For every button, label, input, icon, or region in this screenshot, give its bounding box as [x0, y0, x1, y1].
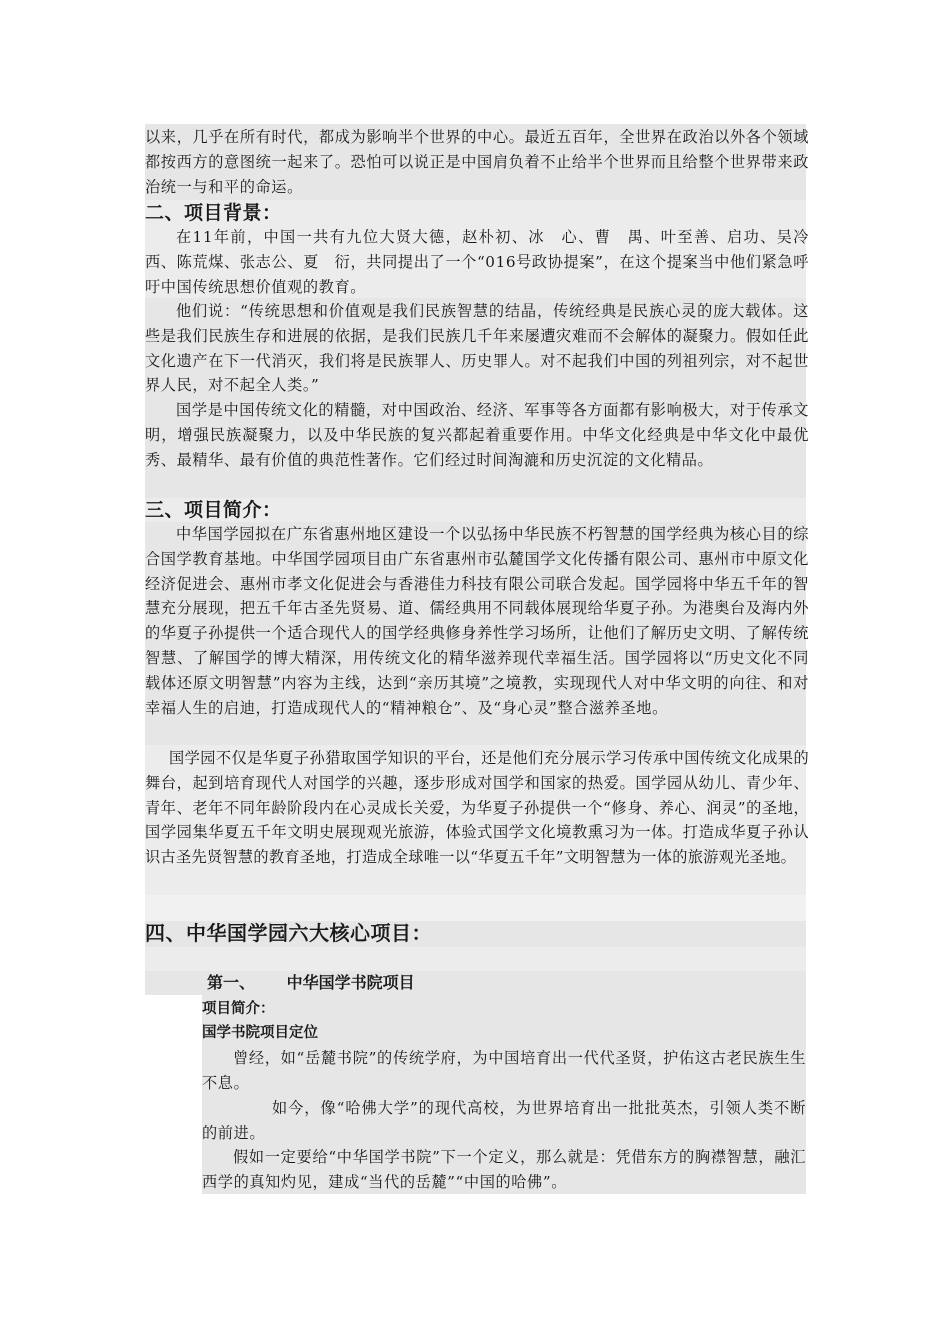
section-heading-introduction: 三、项目简介： [145, 499, 282, 521]
subheading-positioning: 国学书院项目定位 [202, 1025, 318, 1041]
academy-paragraph-1: 曾经，如“岳麓书院”的传统学府，为中国培育出一代代圣贤，护佑这古老民族生生不息。 [202, 1049, 806, 1092]
item-heading [207, 972, 415, 994]
item-number: 第一、 [207, 973, 256, 992]
introduction-paragraph-2: 国学园不仅是华夏子孙猎取国学知识的平台，还是他们充分展示学习传承中国传统文化成果的舞台，起到培育现代人对国学的兴趣，逐步形成对国学和国家的热爱。国学园从幼儿、青少年、青年、老年不同年龄阶段内在心灵成长关爱，为华夏子孙提供一个“修身、养心、润灵”的圣地，国学园集华夏五千年文明史展现观光旅游，体验式国学文化境教熏习为一体。打造成华夏子孙认识古圣先贤智慧的教育圣地，打造成全球唯一以“华夏五千年”文明智慧为一体的旅游观光圣地。 [145, 749, 809, 867]
highlight-band [145, 895, 806, 921]
academy-paragraph-3: 假如一定要给“中华国学书院”下一个定义，那么就是：凭借东方的胸襟智慧，融汇西学的真知灼见，建成“当代的岳麓”“中国的哈佛”。 [202, 1148, 806, 1191]
item-title: 中华国学书院项目 [286, 973, 415, 992]
intro-paragraph: 以来，几乎在所有时代，都成为影响半个世界的中心。最近五百年，全世界在政治以外各个领域都按西方的意图统一起来了。恐怕可以说正是中国肩负着不止给半个世界而且给整个世界带来政治统一与和平的命运。 [145, 128, 809, 196]
introduction-paragraph-1: 中华国学园拟在广东省惠州地区建设一个以弘扬中华民族不朽智慧的国学经典为核心目的综合国学教育基地。中华国学园项目由广东省惠州市弘麓国学文化传播有限公司、惠州市中原文化经济促进会、惠州市孝文化促进会与香港佳力科技有限公司联合发起。国学园将中华五千年的智慧充分展现，把五千年古圣先贤易、道、儒经典用不同载体展现给华夏子孙。为港奥台及海内外的华夏子孙提供一个适合现代人的国学经典修身养性学习场所，让他们了解历史文明、了解传统智慧、了解国学的博大精深，用传统文化的精华滋养现代幸福生活。国学园将以“历史文化不同载体还原文明智慧”内容为主线，达到“亲历其境”之境教，实现现代人对中华文明的向往、和对幸福人生的启迪，打造成现代人的“精神粮仓”、及“身心灵”整合滋养圣地。 [145, 525, 809, 717]
background-paragraph-2: 他们说：“传统思想和价值观是我们民族智慧的结晶，传统经典是民族心灵的庞大载体。这些是我们民族生存和进展的依据，是我们民族几千年来屡遭灾难而不会解体的凝聚力。假如任此文化遗产在下一代消灭，我们将是民族罪人、历史罪人。对不起我们中国的列祖列宗，对不起世界人民，对不起全人类。” [145, 302, 809, 395]
subheading-overview: 项目简介： [202, 1001, 275, 1017]
background-paragraph-3: 国学是中国传统文化的精髓，对中国政治、经济、军事等各方面都有影响极大，对于传承文明，增强民族凝聚力，以及中华民族的复兴都起着重要作用。中华文化经典是中华文化中最优秀、最精华、最有价值的典范性著作。它们经过时间淘漉和历史沉淀的文化精品。 [145, 401, 809, 469]
academy-paragraph-2: 如今，像“哈佛大学”的现代高校，为世界培育出一批批英杰，引领人类不断的前进。 [202, 1099, 806, 1142]
section-heading-core-projects: 四、中华国学园六大核心项目： [145, 921, 432, 945]
highlight-band [145, 947, 806, 971]
section-heading-background: 二、项目背景： [145, 202, 282, 224]
background-paragraph-1: 在11年前，中国一共有九位大贤大德，赵朴初、冰 心、曹 禺、叶至善、启功、吴冷西、陈荒煤、张志公、夏 衍，共同提出了一个“016号政协提案”，在这个提案当中他们紧急呼吁中国传统思想价值观的教育。 [145, 228, 809, 296]
